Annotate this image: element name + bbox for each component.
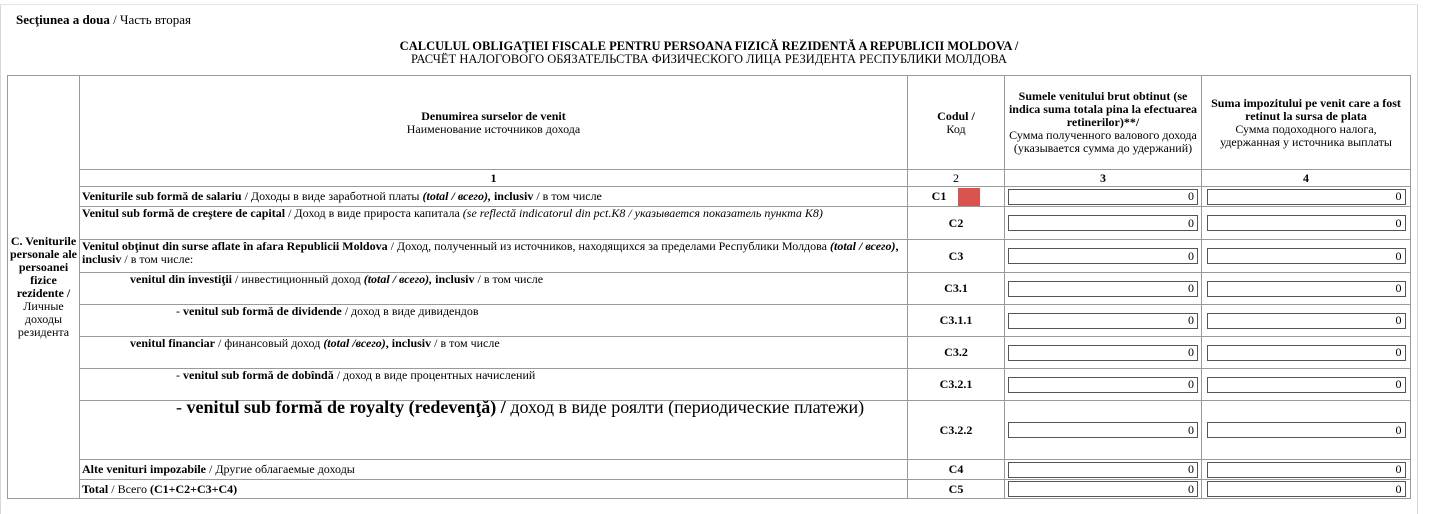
row-c3-1-1-gross [1005,305,1202,337]
form-title-ru: РАСЧЁТ НАЛОГОВОГО ОБЯЗАТЕЛЬСТВА ФИЗИЧЕСКОГО ЛИЦА РЕЗИДЕНТА РЕСПУБЛИКИ МОЛДОВА [411,52,1007,66]
row-c1-gross [1005,187,1202,207]
row-c3-2-2-label: - venitul sub formă de royalty (redevenţă) / доход в виде роялти (периодические платежи) [80,401,908,460]
c3-2-2-gross-input[interactable] [1008,422,1198,438]
row-c4-tax [1202,460,1411,480]
c3-2-1-gross-input[interactable] [1008,377,1198,393]
table-row [8,369,1411,401]
form-title [0,40,1418,66]
row-c3-2-1-label: - venitul sub formă de dobîndă / доход в виде процентных начислений [80,369,908,401]
section-heading [16,12,191,28]
c5-tax-input[interactable] [1207,481,1406,497]
row-c3-1-1-label: - venitul sub formă de dividende / доход в виде дивидендов [80,305,908,337]
row-c1-label: Veniturile sub formă de salariu / Доходы в виде заработной платы (total / всего), inclusiv / в том числе [80,187,908,207]
row-c3-label: Venitul obţinut din surse aflate în afara Republicii Moldova / Доход, полученный из источников, находящихся за пределами Республики Молдова (total / всего), inclusiv / в том числе: [80,240,908,273]
row-c3-1-1-tax [1202,305,1411,337]
row-c3-2-1-code: C3.2.1 [908,369,1005,401]
c1-gross-input[interactable] [1008,189,1198,205]
row-c5-code: C5 [908,480,1005,499]
c3-1-1-tax-input[interactable] [1207,313,1406,329]
header-withheld-tax [1202,76,1411,170]
c2-tax-input[interactable] [1207,215,1406,231]
c3-2-gross-input[interactable] [1008,345,1198,361]
error-flag-icon [958,188,980,206]
row-c3-1-gross [1005,273,1202,305]
header-income-source-ru: Наименование источников дохода [406,121,581,136]
row-c2-gross [1005,207,1202,240]
form-title-ro: CALCULUL OBLIGAŢIEI FISCALE PENTRU PERSOANA FIZICĂ REZIDENTĂ A REPUBLICII MOLDOVA / [399,39,1019,53]
c1-tax-input[interactable] [1207,189,1406,205]
section-c-label-ru: Личные доходы резидента [17,299,70,339]
col-number-2: 2 [908,170,1005,187]
row-c2-tax [1202,207,1411,240]
header-code [908,76,1005,170]
header-withheld-tax-ru: Сумма подоходного налога, удержанная у источника выплаты [1220,121,1392,149]
col-number-4: 4 [1202,170,1411,187]
header-code-ru: Код [946,121,966,136]
header-income-source [80,76,908,170]
header-gross-income-ru: Сумма полученного валового дохода (указывается сумма до удержаний) [1009,128,1197,155]
row-c5-tax [1202,480,1411,499]
table-row [8,460,1411,480]
table-row [8,273,1411,305]
row-c3-2-label: venitul financiar / финансовый доход (total /всего), inclusiv / в том числе [80,337,908,369]
col-number-1: 1 [80,170,908,187]
c3-1-1-gross-input[interactable] [1008,313,1198,329]
row-c2-code: C2 [908,207,1005,240]
row-c3-2-1-tax [1202,369,1411,401]
c3-tax-input[interactable] [1207,248,1406,264]
row-c3-2-2-tax [1202,401,1411,460]
c3-1-tax-input[interactable] [1207,281,1406,297]
table-row [8,240,1411,273]
table-row [8,337,1411,369]
c3-gross-input[interactable] [1008,248,1198,264]
row-c5-gross [1005,480,1202,499]
row-c3-1-code: C3.1 [908,273,1005,305]
table-row [8,480,1411,499]
row-c5-label: Total / Всего (C1+C2+C3+C4) [80,480,908,499]
row-c3-code: C3 [908,240,1005,273]
row-c3-1-1-code: C3.1.1 [908,305,1005,337]
c3-2-2-tax-input[interactable] [1207,422,1406,438]
income-table [7,75,1411,499]
c3-2-1-tax-input[interactable] [1207,377,1406,393]
c4-gross-input[interactable] [1008,462,1198,478]
row-c3-2-tax [1202,337,1411,369]
header-income-source-ro: Denumirea surselor de venit [421,108,566,123]
header-gross-income-ro: Sumele venitului brut obtinut (se indica suma totala pina la efectuarea retinerilor)**/ [1008,89,1198,129]
row-c4-label: Alte venituri impozabile / Другие облагаемые доходы [80,460,908,480]
c4-tax-input[interactable] [1207,462,1406,478]
row-c3-2-code: C3.2 [908,337,1005,369]
c3-2-tax-input[interactable] [1207,345,1406,361]
table-row [8,187,1411,207]
table-row [8,305,1411,337]
header-code-ro: Codul / [937,108,975,123]
row-c3-1-tax [1202,273,1411,305]
column-number-row [8,170,1411,187]
section-heading-bold: Secţiunea a doua [16,12,110,27]
row-c3-2-gross [1005,337,1202,369]
row-c2-label: Venitul sub formă de creştere de capital / Доход в виде прироста капитала (se reflectă indicatorul din pct.K8 / указывается показатель пункта K8) [80,207,908,240]
row-c3-2-1-gross [1005,369,1202,401]
section-c-label [8,76,80,499]
c2-gross-input[interactable] [1008,215,1198,231]
section-c-label-bold: C. Veniturile personale ale persoanei fizice rezidente / [10,234,77,300]
header-withheld-tax-ro: Suma impozitului pe venit care a fost retinut la sursa de plata [1211,95,1401,123]
table-row [8,207,1411,240]
row-c4-gross [1005,460,1202,480]
row-c3-2-2-code: C3.2.2 [908,401,1005,460]
row-c3-1-label: venitul din investiţii / инвестиционный доход (total / всего), inclusiv / в том числе [80,273,908,305]
header-gross-income [1005,76,1202,170]
row-c3-tax [1202,240,1411,273]
row-c3-gross [1005,240,1202,273]
header-row [8,76,1411,170]
row-c1-code: C1 [908,187,1005,207]
row-c4-code: C4 [908,460,1005,480]
section-heading-ru: / Часть вторая [109,12,191,27]
row-c3-2-2-gross [1005,401,1202,460]
col-number-3: 3 [1005,170,1202,187]
c3-1-gross-input[interactable] [1008,281,1198,297]
c5-gross-input[interactable] [1008,481,1198,497]
row-c1-tax [1202,187,1411,207]
table-row [8,401,1411,460]
